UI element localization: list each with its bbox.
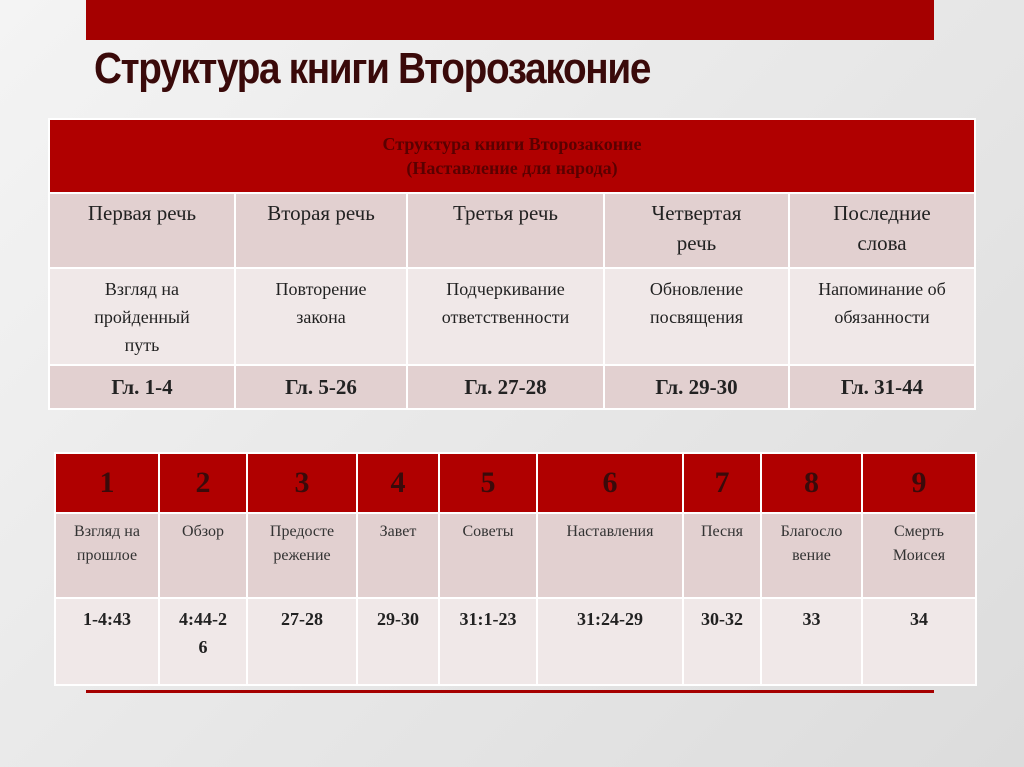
number-cell: 1 [55,453,159,513]
structure-table-header [49,119,975,193]
reference-cell [159,598,247,685]
reference-row [55,598,976,685]
topic-cell [55,513,159,598]
number-cell: 6 [537,453,683,513]
bottom-accent-line [86,690,934,693]
speech-cell [604,193,789,268]
reference-cell: 1-4:43 [55,598,159,685]
structure-table-header-row [49,119,975,193]
chapters-row [49,365,975,409]
chapter-cell: Гл. 5-26 [235,365,407,409]
header-line-2: (Наставление для народа) [406,158,618,178]
outline-table [54,452,977,686]
topic-cell [862,513,976,598]
top-accent-bar [86,0,934,40]
topic-cell: Советы [439,513,537,598]
speech-cell-text: Последние слова [833,201,931,255]
description-cell-text: Взгляд на пройденный путь [94,279,190,355]
reference-cell: 31:1-23 [439,598,537,685]
chapter-cell: Гл. 29-30 [604,365,789,409]
speech-row [49,193,975,268]
reference-cell: 27-28 [247,598,357,685]
speech-cell: Третья речь [407,193,604,268]
topic-cell: Обзор [159,513,247,598]
speech-cell: Вторая речь [235,193,407,268]
topic-cell-text: Благосло вение [780,523,843,564]
topic-cell [761,513,862,598]
description-row [49,268,975,365]
header-line-1: Структура книги Второзаконие [382,134,642,154]
topic-row [55,513,976,598]
number-cell: 7 [683,453,761,513]
number-cell: 5 [439,453,537,513]
topic-cell: Наставления [537,513,683,598]
topic-cell-text: Взгляд на прошлое [74,523,140,564]
reference-cell: 29-30 [357,598,439,685]
description-cell-text: Повторение закона [275,279,367,327]
topic-cell: Завет [357,513,439,598]
description-cell [235,268,407,365]
number-row [55,453,976,513]
number-cell: 4 [357,453,439,513]
slide-title: Структура книги Второзаконие [94,44,651,93]
topic-cell-text: Смерть Моисея [892,523,946,564]
reference-cell: 31:24-29 [537,598,683,685]
reference-cell-text: 4:44-26 [179,609,227,657]
description-cell: Напоминание об обязанности [789,268,975,365]
number-cell: 9 [862,453,976,513]
chapter-cell: Гл. 27-28 [407,365,604,409]
topic-cell: Песня [683,513,761,598]
number-cell: 3 [247,453,357,513]
speech-cell [789,193,975,268]
reference-cell: 30-32 [683,598,761,685]
structure-table [48,118,976,410]
number-cell: 2 [159,453,247,513]
reference-cell: 34 [862,598,976,685]
topic-cell [247,513,357,598]
reference-cell: 33 [761,598,862,685]
speech-cell: Первая речь [49,193,235,268]
description-cell [49,268,235,365]
description-cell: Обновление посвящения [604,268,789,365]
topic-cell-text: Предосте режение [269,523,335,564]
description-cell: Подчеркивание ответственности [407,268,604,365]
chapter-cell: Гл. 31-44 [789,365,975,409]
number-cell: 8 [761,453,862,513]
speech-cell-text: Четвертая речь [651,201,742,255]
chapter-cell: Гл. 1-4 [49,365,235,409]
